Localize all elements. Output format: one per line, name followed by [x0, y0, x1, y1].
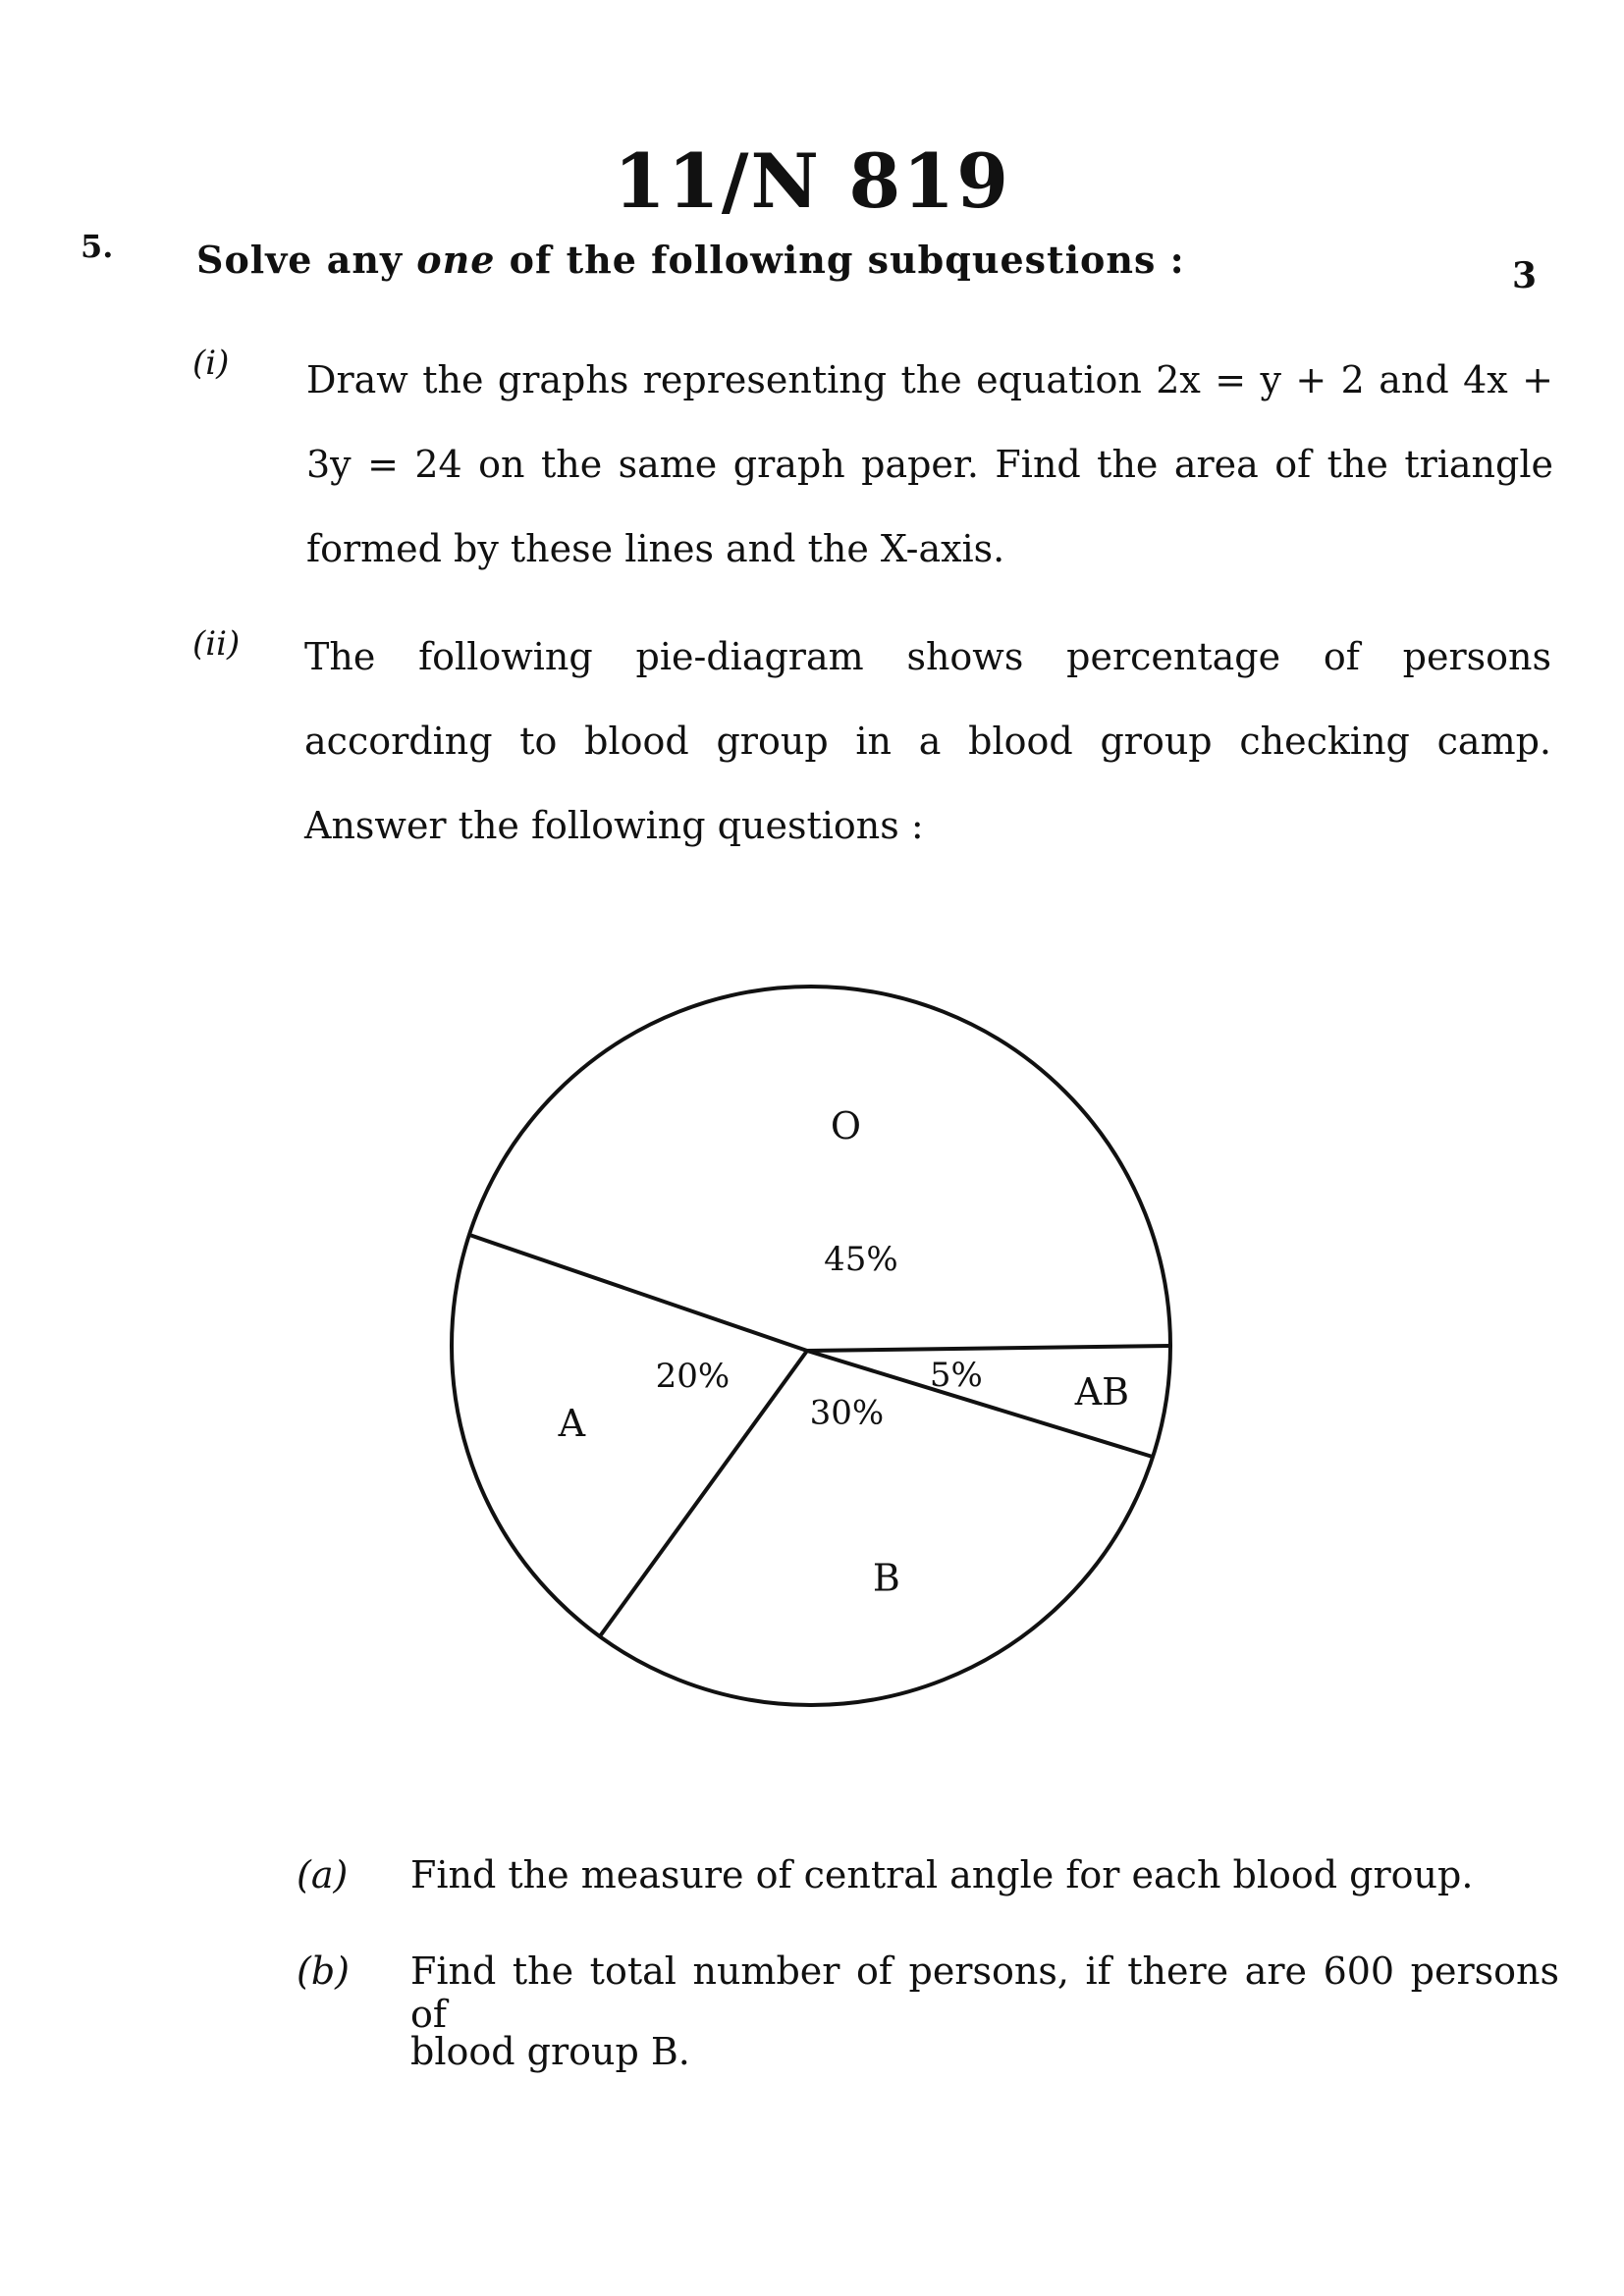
subquestion-label-i: (i): [192, 344, 230, 383]
part-label-a: (a): [297, 1853, 349, 1896]
part-text-b-line2: blood group B.: [410, 2030, 690, 2073]
pie-slice-value-a: 20%: [655, 1356, 731, 1396]
subquestion-text-ii: The following pie-diagram shows percentage of persons according to blood group in a blood group checking camp. Answer the following questions :: [304, 635, 1551, 847]
question-marks: 3: [1512, 255, 1538, 296]
question-stem-emphasis: one: [416, 238, 496, 282]
question-stem-start: Solve any: [196, 238, 417, 282]
pie-divider-o: [807, 1346, 1170, 1351]
pie-slice-label-ab: AB: [1074, 1369, 1130, 1414]
pie-slice-label-b: B: [872, 1556, 900, 1600]
question-stem-end: of the following subquestions :: [495, 238, 1185, 282]
pie-slice-label-a: A: [558, 1402, 586, 1446]
question-number: 5.: [81, 228, 114, 265]
pie-slice-value-o: 45%: [824, 1240, 898, 1279]
subquestion-label-ii: (ii): [192, 624, 241, 664]
paper-code: 11/N 819: [613, 137, 1011, 225]
pie-slice-value-ab: 5%: [929, 1356, 983, 1395]
pie-slice-value-b: 30%: [809, 1393, 885, 1433]
pie-slice-label-o: O: [830, 1103, 862, 1148]
pie-divider-a: [469, 1235, 807, 1351]
part-text-b-line1: Find the total number of persons, if there are 600 persons of: [410, 1949, 1559, 2036]
part-label-b: (b): [297, 1949, 350, 1993]
subquestion-text-i: Draw the graphs representing the equation 2x = y + 2 and 4x + 3y = 24 on the same graph paper. Find the area of the triangle formed by these lines and the X-axis.: [306, 358, 1553, 570]
part-text-a: Find the measure of central angle for each blood group.: [410, 1853, 1474, 1896]
